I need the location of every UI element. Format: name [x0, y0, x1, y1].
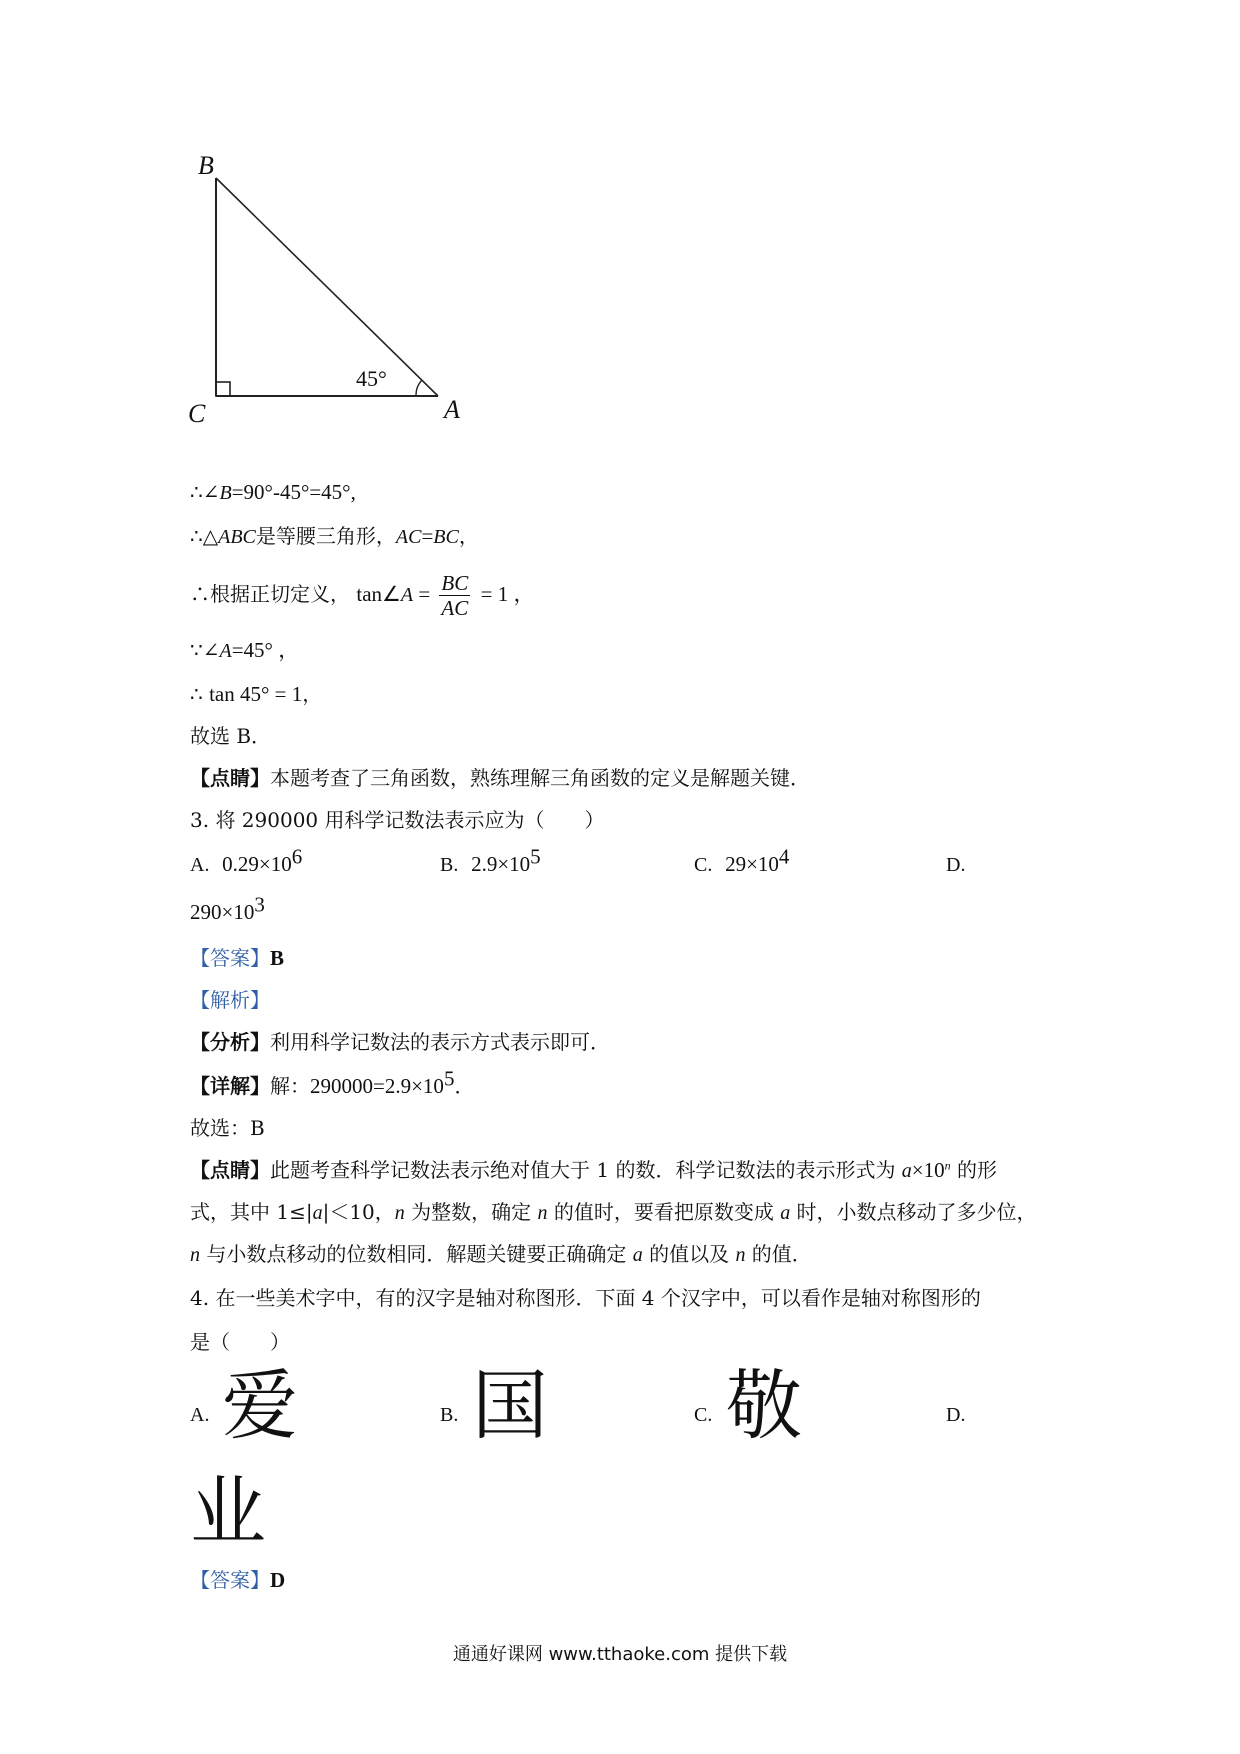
q3-option-d-label: D. — [946, 854, 966, 876]
q3-option-a: A. $0.29\times 10^6$ — [190, 844, 303, 876]
side-ab — [216, 178, 438, 396]
q4-stem-line1: 4. 在一些美术字中，有的汉字是轴对称图形．下面 4 个汉字中，可以看作是轴对称图形的 — [190, 1286, 981, 1310]
fraction-bc-ac: $\frac{BC}{AC}$ — [441, 571, 469, 620]
q3-analysis-label: 【解析】 — [190, 988, 270, 1012]
q4-option-a-char: 爱 — [222, 1361, 298, 1450]
q3-choice: 故选：B — [190, 1116, 265, 1140]
q3-option-b: B. $2.9\times 10^5$ — [440, 844, 541, 876]
q3-tip-line2: 式，其中 1≤|a|＜10，n 为整数，确定 n 的值时，要看把原数变成 a 时，小数点移动了多少位， — [190, 1200, 1037, 1224]
q4-option-c-char: 敬 — [726, 1361, 802, 1450]
angle-label: 45° — [356, 366, 387, 391]
q3-tip-line1: 【点睛】此题考查科学记数法表示绝对值大于 1 的数．科学记数法的表示形式为 $a\times 10^n$ 的形 — [190, 1158, 997, 1182]
label-a: A — [444, 395, 460, 424]
tip-label: 【点睛】 — [190, 766, 270, 790]
q4-option-b-char: 国 — [472, 1361, 548, 1450]
sol2-line4: ∵∠A=45° ， — [190, 638, 300, 662]
sol2-line2: ∴△ABC是等腰三角形，AC=BC， — [190, 524, 479, 548]
q3-option-c: C. $29\times 10^4$ — [694, 844, 790, 876]
q4-option-d-char: 业 — [190, 1467, 266, 1556]
q3-fenxi: 【分析】利用科学记数法的表示方式表示即可． — [190, 1030, 610, 1054]
q4-option-d-label: D. — [946, 1404, 966, 1426]
q3-stem: 3. 将 290000 用科学记数法表示应为（ ） — [190, 808, 605, 832]
q3-tip-line3: n 与小数点移动的位数相同．解题关键要正确确定 a 的值以及 n 的值． — [190, 1242, 812, 1266]
q4-option-b-label: B. — [440, 1404, 459, 1426]
q3-xiangjie: 【详解】解：$290000=2.9\times 10^5$． — [190, 1066, 475, 1098]
triangle-figure — [180, 150, 480, 430]
q3-answer: 【答案】B — [190, 946, 285, 970]
label-c: C — [188, 399, 206, 428]
sol2-line5: ∴ tan 45° = 1， — [190, 682, 323, 706]
angle-arc — [416, 380, 422, 396]
sol2-line1: ∴∠B=90°-45°=45°, — [190, 480, 356, 504]
q4-answer: 【答案】D — [190, 1568, 286, 1592]
sol2-tip: 【点睛】本题考查了三角函数，熟练理解三角函数的定义是解题关键． — [190, 766, 810, 790]
sol2-line3: ∴根据正切定义， tan∠A = $\frac{BC}{AC}$ = 1 ， — [190, 571, 535, 620]
q4-stem-line2: 是（ ） — [190, 1330, 290, 1354]
q4-option-c-label: C. — [694, 1404, 713, 1426]
label-b: B — [198, 151, 214, 180]
sol2-choice: 故选 B． — [190, 724, 272, 748]
q3-option-d: $290\times 10^3$ — [190, 892, 265, 924]
right-angle-mark — [216, 382, 230, 396]
q4-option-a-label: A. — [190, 1404, 210, 1426]
page-footer: 通通好课网 www.tthaoke.com 提供下载 — [452, 1644, 788, 1665]
